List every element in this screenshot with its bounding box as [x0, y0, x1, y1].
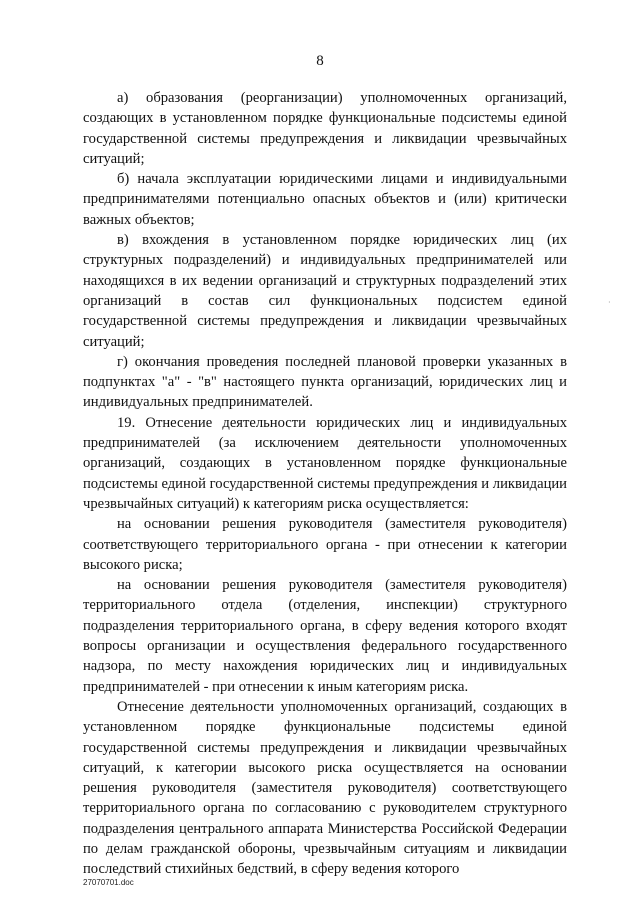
page-number: 8 — [316, 53, 324, 69]
paragraph-other-risk-basis: на основании решения руководителя (заместителя руководителя) территориального отдела (отделения, инспекции) структурного подразделения территориального органа, в сферу ведения которого входят вопросы организации и осуществления федерального государственного надзора, по месту нахождения юридических лиц и индивидуальных предпринимателей - при отнесении к иным категориям риска. — [83, 577, 567, 695]
footer-filename: 27070701.doc — [83, 878, 134, 887]
paragraph-authorized-orgs: Отнесение деятельности уполномоченных организаций, создающих в установленном порядке функциональные подсистемы единой государственной системы предупреждения и ликвидации чрезвычайных ситуаций, к категории высокого риска осуществляется на основании решения руководителя (заместителя руководителя) соответствующего территориального органа по согласованию с руководителем структурного подразделения центрального аппарата Министерства Российской Федерации по делам гражданской обороны, чрезвычайным ситуациям и ликвидации последствий стихийных бедствий, в сферу ведения которого — [83, 698, 567, 878]
paragraph-clause-19: 19. Отнесение деятельности юридических лиц и индивидуальных предпринимателей (за исключением деятельности уполномоченных организаций, создающих в установленном порядке функциональные подсистемы единой государственной системы предупреждения и ликвидации чрезвычайных ситуаций) к категориям риска осуществляется: — [83, 414, 567, 512]
paragraph-item-b: б) начала эксплуатации юридическими лицами и индивидуальными предпринимателями потенциально опасных объектов и (или) критически важных объектов; — [83, 171, 567, 228]
paragraph-item-g: г) окончания проведения последней плановой проверки указанных в подпунктах "а" - "в" настоящего пункта организаций, юридических лиц и индивидуальных предпринимателей. — [83, 353, 567, 411]
margin-mark: · — [608, 298, 611, 307]
paragraph-high-risk-basis: на основании решения руководителя (заместителя руководителя) соответствующего территориального органа - при отнесении к категории высокого риска; — [83, 516, 567, 573]
document-body — [83, 88, 567, 880]
paragraph-item-v: в) вхождения в установленном порядке юридических лиц (их структурных подразделений) и индивидуальных предпринимателей или находящихся в их ведении организаций и структурных подразделений этих организаций в состав сил функциональных подсистем единой государственной системы предупреждения и ликвидации чрезвычайных ситуаций; — [83, 232, 567, 350]
paragraph-item-a: а) образования (реорганизации) уполномоченных организаций, создающих в установленном порядке функциональные подсистемы единой государственной системы предупреждения и ликвидации чрезвычайных ситуаций; — [83, 90, 567, 167]
